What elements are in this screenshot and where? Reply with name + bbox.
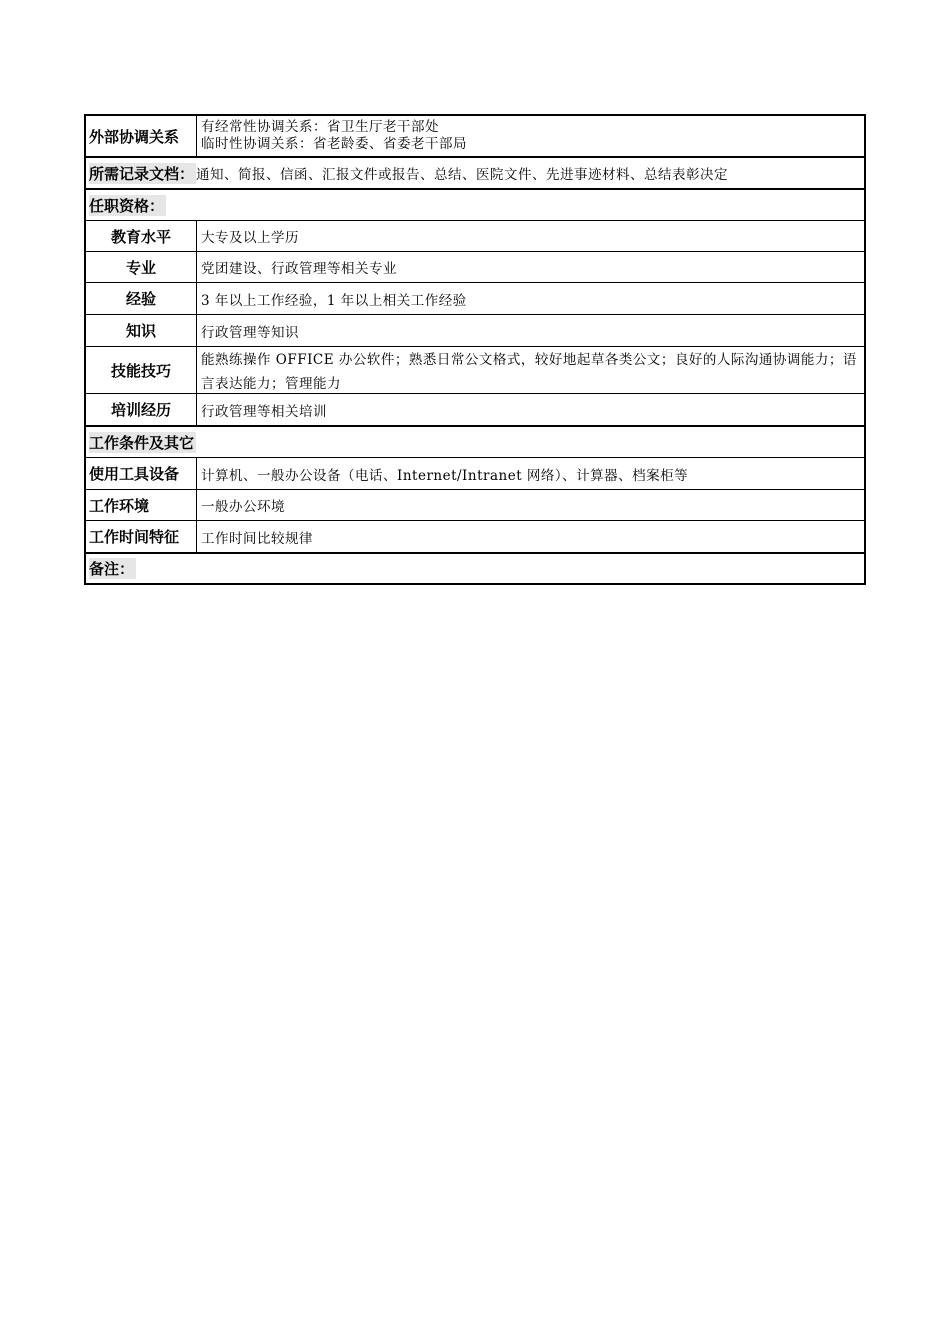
job-description-table xyxy=(84,114,866,585)
external-coordination-value xyxy=(197,116,864,156)
environment-row xyxy=(86,489,864,520)
hours-label: 工作时间特征 xyxy=(86,521,197,552)
records-row xyxy=(86,156,864,188)
hours-row xyxy=(86,520,864,552)
remarks-cell xyxy=(86,554,864,583)
qualifications-header-row xyxy=(86,188,864,220)
environment-label: 工作环境 xyxy=(86,490,197,520)
knowledge-value: 行政管理等知识 xyxy=(201,324,299,341)
environment-value: 一般办公环境 xyxy=(201,499,285,515)
records-label: 所需记录文档： xyxy=(89,164,195,183)
education-row xyxy=(86,220,864,251)
knowledge-label: 知识 xyxy=(86,315,197,346)
remarks-row xyxy=(86,552,864,583)
education-value: 大专及以上学历 xyxy=(201,230,299,246)
training-row xyxy=(86,393,864,425)
training-value: 行政管理等相关培训 xyxy=(201,403,327,420)
regular-coordination-text: 有经常性协调关系：省卫生厅老干部处 xyxy=(201,119,439,135)
major-label: 专业 xyxy=(86,252,197,282)
qualifications-header: 任职资格： xyxy=(89,196,165,215)
major-row xyxy=(86,251,864,282)
skills-row xyxy=(86,346,864,393)
skills-value: 能熟练操作 OFFICE 办公软件；熟悉日常公文格式，较好地起草各类公文；良好的人际沟通协调能力；语言表达能力；管理能力 xyxy=(201,352,857,392)
conditions-header: 工作条件及其它 xyxy=(89,433,195,452)
records-value: 通知、简报、信函、汇报文件或报告、总结、医院文件、先进事迹材料、总结表彰决定 xyxy=(196,167,729,183)
tools-label: 使用工具设备 xyxy=(86,458,197,489)
skills-label: 技能技巧 xyxy=(86,347,197,393)
conditions-header-row xyxy=(86,425,864,457)
external-coordination-label: 外部协调关系 xyxy=(86,116,197,156)
experience-value: 3 年以上工作经验，1 年以上相关工作经验 xyxy=(201,292,467,309)
qualifications-header-cell xyxy=(86,190,864,220)
conditions-header-cell xyxy=(86,427,864,457)
hours-value: 工作时间比较规律 xyxy=(201,530,313,547)
external-coordination-row xyxy=(86,116,864,156)
major-value: 党团建设、行政管理等相关专业 xyxy=(201,261,397,277)
temporary-coordination-text: 临时性协调关系：省老龄委、省委老干部局 xyxy=(201,136,467,152)
experience-row xyxy=(86,282,864,314)
knowledge-row xyxy=(86,314,864,346)
experience-label: 经验 xyxy=(86,283,197,314)
education-label: 教育水平 xyxy=(86,221,197,251)
records-cell xyxy=(86,158,864,188)
training-label: 培训经历 xyxy=(86,394,197,425)
tools-value: 计算机、一般办公设备（电话、Internet/Intranet 网络）、计算器、档案柜等 xyxy=(201,467,689,484)
tools-row xyxy=(86,457,864,489)
remarks-label: 备注： xyxy=(89,560,135,578)
